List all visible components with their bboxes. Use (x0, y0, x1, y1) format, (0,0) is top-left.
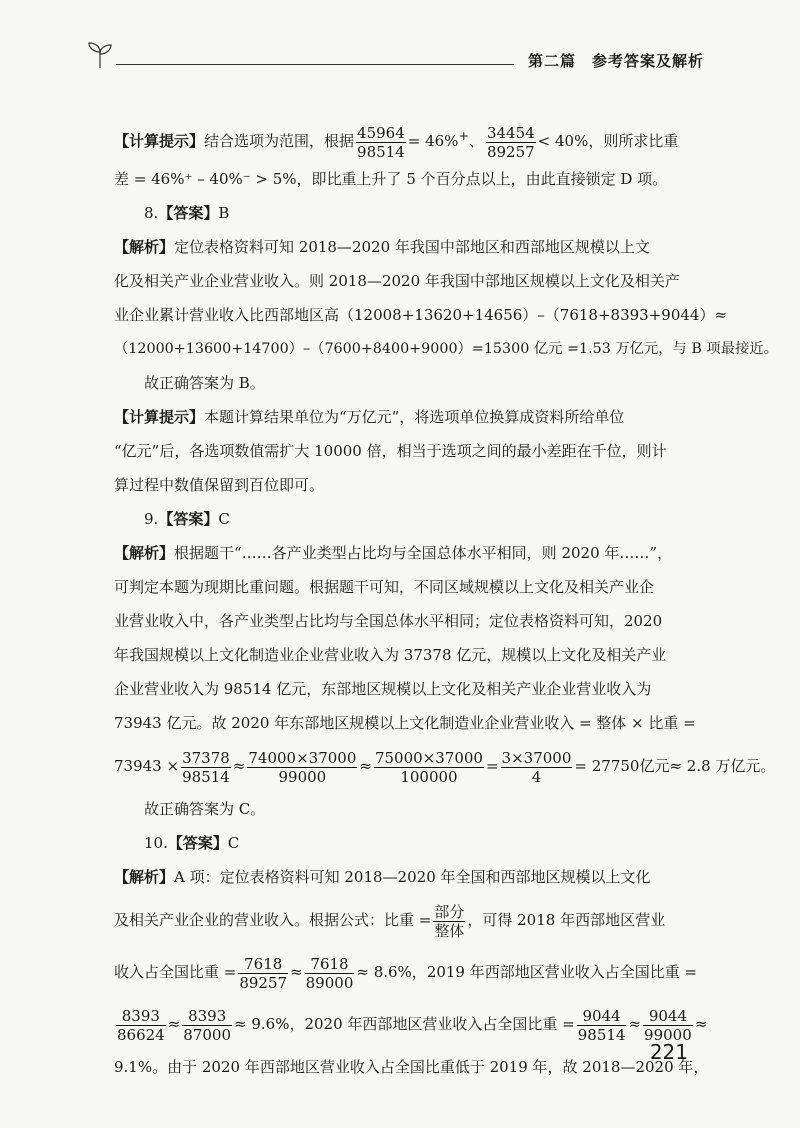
fraction: $\frac{9044}{98514}$ (577, 1006, 626, 1044)
fraction: $\frac{37378}{98514}$ (182, 748, 230, 786)
q8-calc-tip-line-1: 【计算提示】本题计算结果单位为“万亿元”，将选项单位换算成资料所给单位 (114, 408, 625, 426)
page-content (114, 110, 778, 1084)
fraction: $\frac{8393}{86624}$ (117, 1006, 165, 1044)
q10-analysis-line-5: 9.1%。由于 2020 年西部地区营业收入占全国比重低于 2019 年，故 2018—2020 年， (114, 1058, 709, 1076)
q10-analysis-line-1: 【解析】A 项：定位表格资料可知 2018—2020 年全国和西部地区规模以上文化 (114, 868, 651, 886)
q9-analysis-line-5: 企业营业收入为 98514 亿元，东部地区规模以上文化及相关产业企业营业收入为 (114, 680, 652, 698)
q9-math-line: 73943 × $\frac{37378}{98514}$ ≈ $\frac{74000\times 37000}{99000}$ ≈ $\frac{75000\times 37000}{100000}$ = $\frac{3\times 37000}{4}$ = 27750亿元≈ 2.8 万亿元。 (114, 748, 776, 786)
fraction: $\frac{7618}{89000}$ (305, 954, 354, 992)
page-header (86, 40, 704, 74)
q10-answer: 10.【答案】C (144, 834, 240, 852)
fraction: $\frac{3\times 37000}{4}$ (501, 748, 572, 786)
q8-answer: 8.【答案】B (144, 204, 230, 222)
fraction: $\frac{74000\times 37000}{99000}$ (248, 748, 357, 786)
fraction: $\frac{34454}{89257}$ (486, 123, 535, 161)
q10-analysis-line-3: 收入占全国比重 = $\frac{7618}{89257}$ ≈ $\frac{7618}{89000}$ ≈ 8.6%，2019 年西部地区营业收入占全国比重 = (114, 954, 698, 992)
q8-analysis-line-3: 业企业累计营业收入比西部地区高（12008+13620+14656）–（7618+8393+9044）≈ (114, 306, 728, 324)
q9-analysis-line-1: 【解析】根据题干“……各产业类型占比均与全国总体水平相同，则 2020 年……”， (114, 544, 673, 562)
q9-analysis-line-6: 73943 亿元。故 2020 年东部地区规模以上文化制造业企业营业收入 = 整体 × 比重 = (114, 714, 696, 732)
fraction: $\frac{\text{部分}}{\text{整体}}$ (434, 902, 465, 940)
q9-conclusion: 故正确答案为 C。 (144, 800, 266, 818)
fraction: $\frac{45964}{98514}$ (357, 123, 405, 161)
sprout-icon (86, 40, 114, 70)
calc-tip-line-1: 【计算提示】结合选项为范围，根据 $\frac{45964}{98514}$ = 46%+、 $\frac{34454}{89257}$ < 40%，则所求比重 (114, 123, 679, 161)
fraction: $\frac{9044}{99000}$ (644, 1006, 692, 1044)
q8-calc-tip-line-2: “亿元”后，各选项数值需扩大 10000 倍，相当于选项之间的最小差距在千位，则计 (114, 442, 667, 460)
calc-tip-line-2: 差 = 46%⁺ – 40%⁻ > 5%，即比重上升了 5 个百分点以上，由此直接锁定 D 项。 (114, 170, 668, 188)
q8-conclusion: 故正确答案为 B。 (144, 374, 265, 392)
q8-analysis-line-1: 【解析】定位表格资料可知 2018—2020 年我国中部地区和西部地区规模以上文 (114, 238, 650, 256)
fraction: $\frac{75000\times 37000}{100000}$ (374, 748, 483, 786)
q10-analysis-line-2: 及相关产业企业的营业收入。根据公式：比重 = $\frac{\text{部分}}{\text{整体}}$ ，可得 2018 年西部地区营业 (114, 902, 666, 940)
q8-calc-tip-line-3: 算过程中数值保留到百位即可。 (114, 476, 325, 494)
q9-analysis-line-3: 业营业收入中，各产业类型占比均与全国总体水平相同；定位表格资料可知，2020 (114, 612, 663, 630)
q8-analysis-line-2: 化及相关产业企业营业收入。则 2018—2020 年我国中部地区规模以上文化及相关产 (114, 272, 680, 290)
q10-analysis-line-4: $\frac{8393}{86624}$ ≈ $\frac{8393}{87000}$ ≈ 9.6%，2020 年西部地区营业收入占全国比重 = $\frac{9044}{98514}$ ≈ $\frac{9044}{99000}$ ≈ (117, 1006, 708, 1044)
calc-tip-tag: 【计算提示】 (114, 132, 205, 150)
header-rule (116, 64, 514, 65)
q9-analysis-line-2: 可判定本题为现期比重问题。根据题干可知，不同区域规模以上文化及相关产业企 (114, 578, 655, 596)
header-title: 第二篇 参考答案及解析 (527, 52, 704, 70)
q9-answer: 9.【答案】C (144, 510, 230, 528)
q8-analysis-line-4: （12000+13600+14700）–（7600+8400+9000）=15300 亿元 =1.53 万亿元，与 B 项最接近。 (114, 341, 778, 357)
fraction: $\frac{7618}{89257}$ (239, 954, 288, 992)
fraction: $\frac{8393}{87000}$ (183, 1006, 232, 1044)
page-number: 221 (649, 1040, 688, 1064)
q9-analysis-line-4: 年我国规模以上文化制造业企业营业收入为 37378 亿元，规模以上文化及相关产业 (114, 646, 667, 664)
